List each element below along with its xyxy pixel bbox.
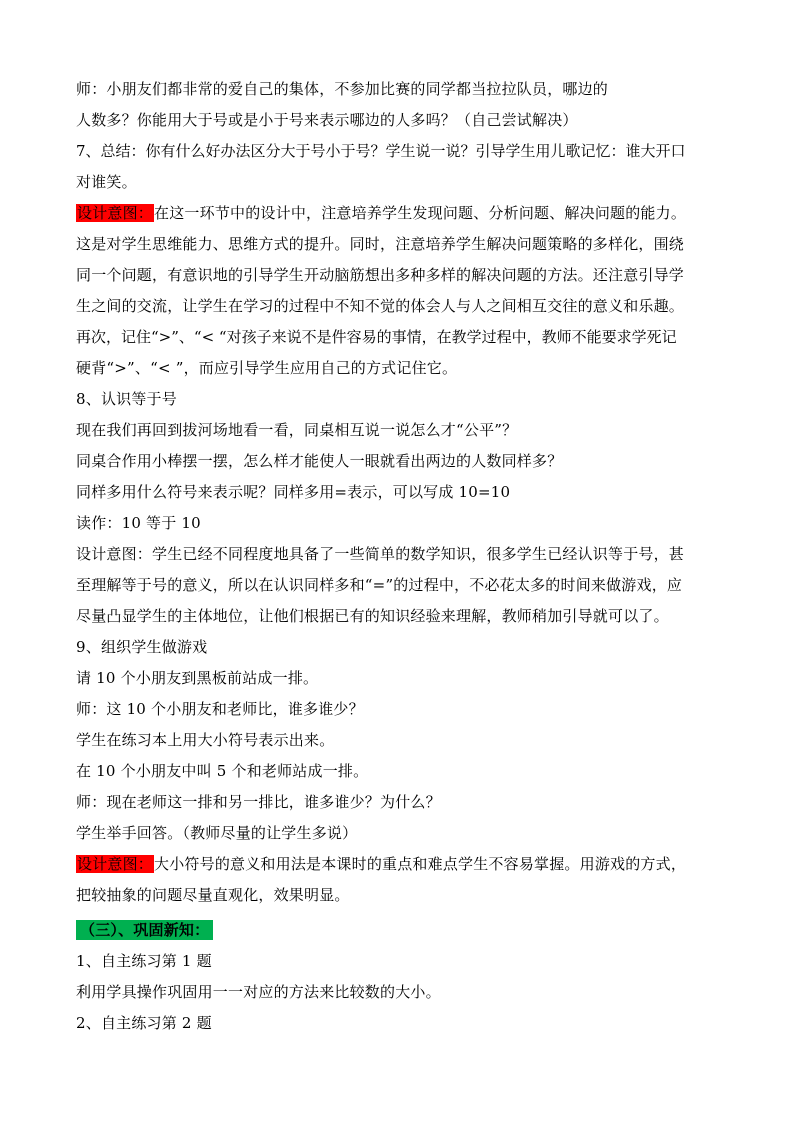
paragraph-line: 2、自主练习第 2 题 xyxy=(76,1014,212,1032)
paragraph-line: 再次，记住“>”、“< “对孩子来说不是件容易的事情，在教学过程中，教师不能要求学死记 xyxy=(76,328,677,346)
paragraph-line: 设计意图：学生已经不同程度地具备了一些简单的数学知识，很多学生已经认识等于号，甚 xyxy=(76,545,685,563)
paragraph-line: 对谁笑。 xyxy=(76,173,137,191)
paragraph-line: 同样多用什么符号来表示呢？同样多用=表示，可以写成 10=10 xyxy=(76,483,511,501)
paragraph-line: 在 10 个小朋友中叫 5 个和老师站成一排。 xyxy=(76,762,369,780)
paragraph-line: 人数多？你能用大于号或是小于号来表示哪边的人多吗？（自己尝试解决） xyxy=(76,111,578,129)
paragraph-line: 1、自主练习第 1 题 xyxy=(76,952,212,970)
paragraph-line: 现在我们再回到拔河场地看一看，同桌相互说一说怎么才“公平”？ xyxy=(76,421,518,439)
paragraph-line: 尽量凸显学生的主体地位，让他们根据已有的知识经验来理解，教师稍加引导就可以了。 xyxy=(76,607,669,625)
design-intent-label: 设计意图： xyxy=(77,204,154,222)
design-intent-paragraph-1 xyxy=(76,198,726,229)
section-three-heading-row xyxy=(76,915,726,946)
paragraph-line: 生之间的交流，让学生在学习的过程中不知不觉的体会人与人之间相互交往的意义和乐趣。 xyxy=(76,297,685,315)
paragraph-line: 请 10 个小朋友到黑板前站成一排。 xyxy=(76,669,319,687)
paragraph-line: 这是对学生思维能力、思维方式的提升。同时，注意培养学生解决问题策略的多样化，围绕 xyxy=(76,235,685,253)
paragraph-line: 学生举手回答。（教师尽量的让学生多说） xyxy=(76,824,358,842)
paragraph-text: 大小符号的意义和用法是本课时的重点和难点学生不容易掌握。用游戏的方式， xyxy=(154,855,687,873)
section-three-heading: （三）、巩固新知： xyxy=(76,920,213,940)
paragraph-line: 师：小朋友们都非常的爱自己的集体，不参加比赛的同学都当拉拉队员，哪边的 xyxy=(76,80,609,98)
paragraph-line: 把较抽象的问题尽量直观化，效果明显。 xyxy=(76,886,350,904)
paragraph-text: 在这一环节中的设计中，注意培养学生发现问题、分析问题、解决问题的能力。 xyxy=(154,204,687,222)
design-intent-paragraph-2 xyxy=(76,849,726,880)
paragraph-line: 利用学具操作巩固用一一对应的方法来比较数的大小。 xyxy=(76,983,441,1001)
paragraph-line: 读作：10 等于 10 xyxy=(76,514,201,532)
paragraph-line: 师：现在老师这一排和另一排比，谁多谁少？为什么？ xyxy=(76,793,441,811)
document-page xyxy=(76,74,726,1039)
paragraph-line: 硬背“>”、“< ”，而应引导学生应用自己的方式记住它。 xyxy=(76,359,458,377)
paragraph-line: 7、总结：你有什么好办法区分大于号小于号？学生说一说？引导学生用儿歌记忆：谁大开口 xyxy=(76,142,686,160)
section-heading: 9、组织学生做游戏 xyxy=(76,638,208,656)
section-heading: 8、认识等于号 xyxy=(76,390,177,408)
paragraph-line: 学生在练习本上用大小符号表示出来。 xyxy=(76,731,335,749)
paragraph-line: 同一个问题，有意识地的引导学生开动脑筋想出多种多样的解决问题的方法。还注意引导学 xyxy=(76,266,685,284)
paragraph-line: 至理解等于号的意义，所以在认识同样多和“=”的过程中，不必花太多的时间来做游戏，应 xyxy=(76,576,683,594)
design-intent-label: 设计意图： xyxy=(77,855,154,873)
paragraph-line: 同桌合作用小棒摆一摆，怎么样才能使人一眼就看出两边的人数同样多？ xyxy=(76,452,563,470)
paragraph-line: 师：这 10 个小朋友和老师比，谁多谁少？ xyxy=(76,700,364,718)
